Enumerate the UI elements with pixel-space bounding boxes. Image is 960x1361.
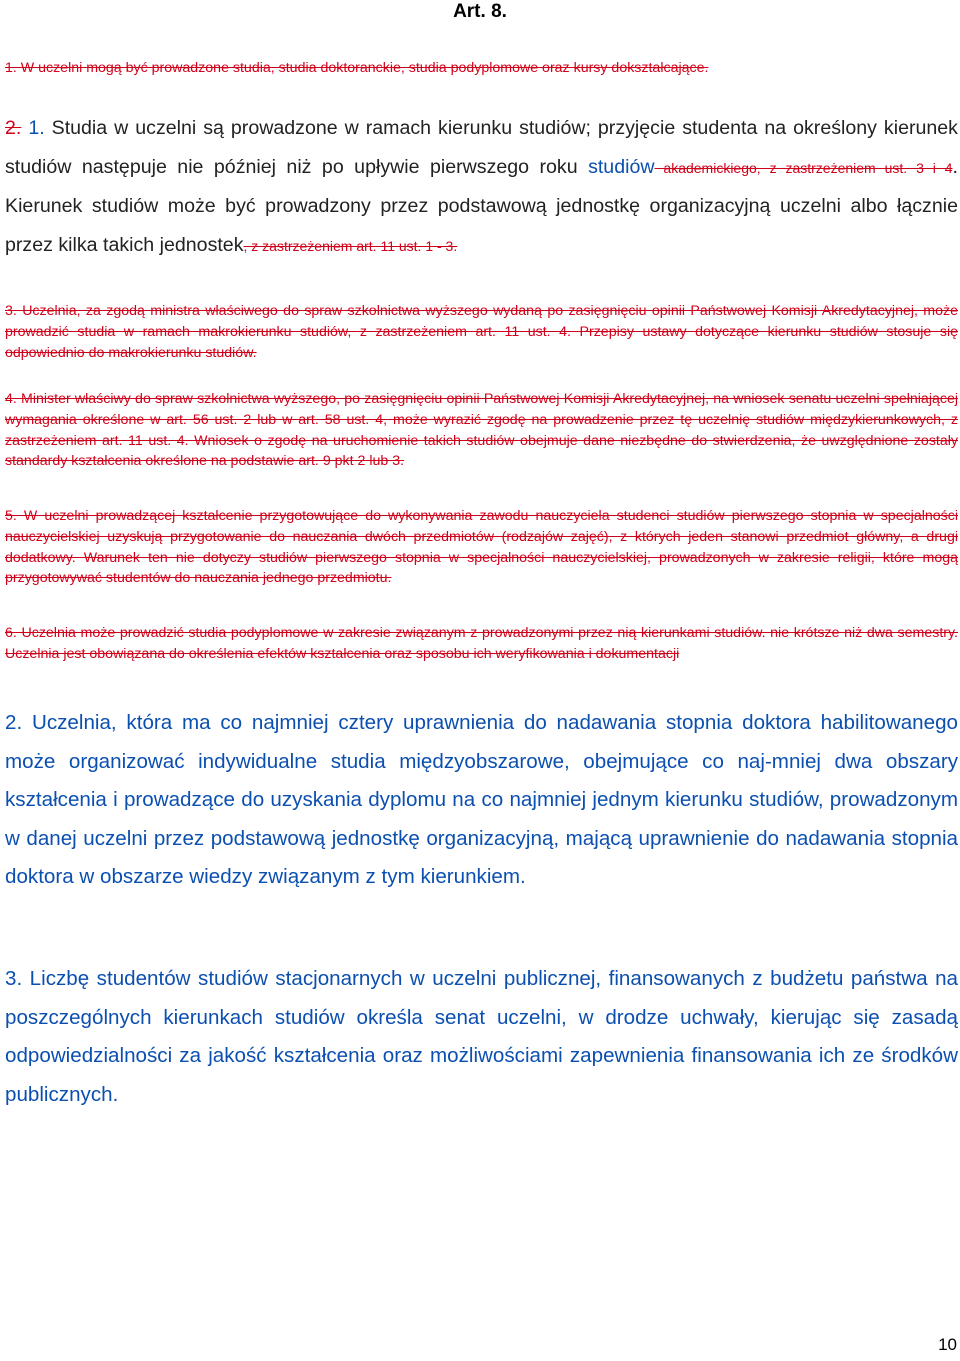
inserted-word: studiów	[577, 155, 655, 178]
deleted-paragraph-5: 5. W uczelni prowadzącej kształcenie przygotowujące do wykonywania zawodu nauczyciela studenci studiów pierwszego stopnia w specjalności nauczycielskiej uzyskują przygotowanie do nauczania dwóch przedmiotów (rodzajów zajęć), z których jeden stanowi przedmiot główny, a drugi dodatkowy. Warunek ten nie dotyczy studiów pierwszego stopnia w specjalności nauczycielskiej, prowadzonych w zakresie religii, które mogą przygotowywać studentów do nauczania jednego przedmiotu.	[5, 508, 958, 587]
inserted-paragraph-3: 3. Liczbę studentów studiów stacjonarnych w uczelni publicznej, finansowanych z budżetu państwa na poszczególnych kierunkach studiów określa senat uczelni, w drodze uchwały, kierując się zasadą odpowiedzialności za jakość kształcenia oraz możliwościami zapewnienia finansowania ich ze środków publicznych.	[5, 967, 958, 1106]
page-number: 10	[938, 1335, 957, 1354]
deleted-phrase: akademickiego, z zastrzeżeniem ust. 3 i 4	[654, 159, 953, 176]
paragraph-1	[5, 109, 958, 266]
article-title: Art. 8.	[453, 1, 507, 22]
paragraph-1-text: Studia w uczelni są prowadzone w ramach kierunku studiów; przyjęcie studenta na określony kierunek studiów następuje nie później niż po upływie pierwszego roku	[5, 117, 958, 178]
paragraph-1-text-continued: . Kierunek studiów może być prowadzony przez podstawową jednostkę organizacyjną uczelni albo łącznie przez kilka takich jednostek	[5, 155, 958, 257]
deleted-number: 2.	[5, 117, 22, 139]
inserted-number: 1.	[21, 117, 45, 139]
deleted-paragraph-6: 6. Uczelnia może prowadzić studia podyplomowe w zakresie związanym z prowadzonymi przez nią kierunkami studiów. nie krótsze niż dwa semestry. Uczelnia jest obowiązana do określenia efektów kształcenia oraz sposobu ich weryfikowania i dokumentacji	[5, 625, 958, 662]
deleted-paragraph-4: 4. Minister właściwy do spraw szkolnictwa wyższego, po zasięgnięciu opinii Państwowej Komisji Akredytacyjnej, na wniosek senatu uczelni spełniającej wymagania określone w art. 56 ust. 2 lub w art. 58 ust. 4, może wyrazić zgodę na prowadzenie przez tę uczelnię studiów międzykierunkowych, z zastrzeżeniem art. 11 ust. 4. Wniosek o zgodę na uruchomienie takich studiów obejmuje dane niezbędne do stwierdzenia, że uwzględnione zostały standardy kształcenia określone na podstawie art. 9 pkt 2 lub 3.	[5, 391, 958, 470]
deleted-paragraph-1: 1. W uczelni mogą być prowadzone studia, studia doktoranckie, studia podyplomowe oraz kursy dokształcające.	[5, 60, 709, 76]
inserted-paragraph-2: 2. Uczelnia, która ma co najmniej cztery uprawnienia do nadawania stopnia doktora habilitowanego może organizować indywidualne studia międzyobszarowe, obejmujące co naj-mniej dwa obszary kształcenia i prowadzące do uzyskania dyplomu na co najmniej jednym kierunku studiów, prowadzonym w danej uczelni przez podstawową jednostkę organizacyjną, mającą uprawnienie do nadawania stopnia doktora w obszarze wiedzy związanym z tym kierunkiem.	[5, 711, 958, 889]
deleted-reference: , z zastrzeżeniem art. 11 ust. 1 - 3.	[243, 238, 458, 255]
deleted-paragraph-3: 3. Uczelnia, za zgodą ministra właściwego do spraw szkolnictwa wyższego wydaną po zasięgnięciu opinii Państwowej Komisji Akredytacyjnej, może prowadzić studia w ramach makrokierunku studiów, z zastrzeżeniem art. 11 ust. 4. Przepisy ustawy dotyczące kierunku studiów stosuje się odpowiednio do makrokierunku studiów.	[5, 303, 958, 361]
